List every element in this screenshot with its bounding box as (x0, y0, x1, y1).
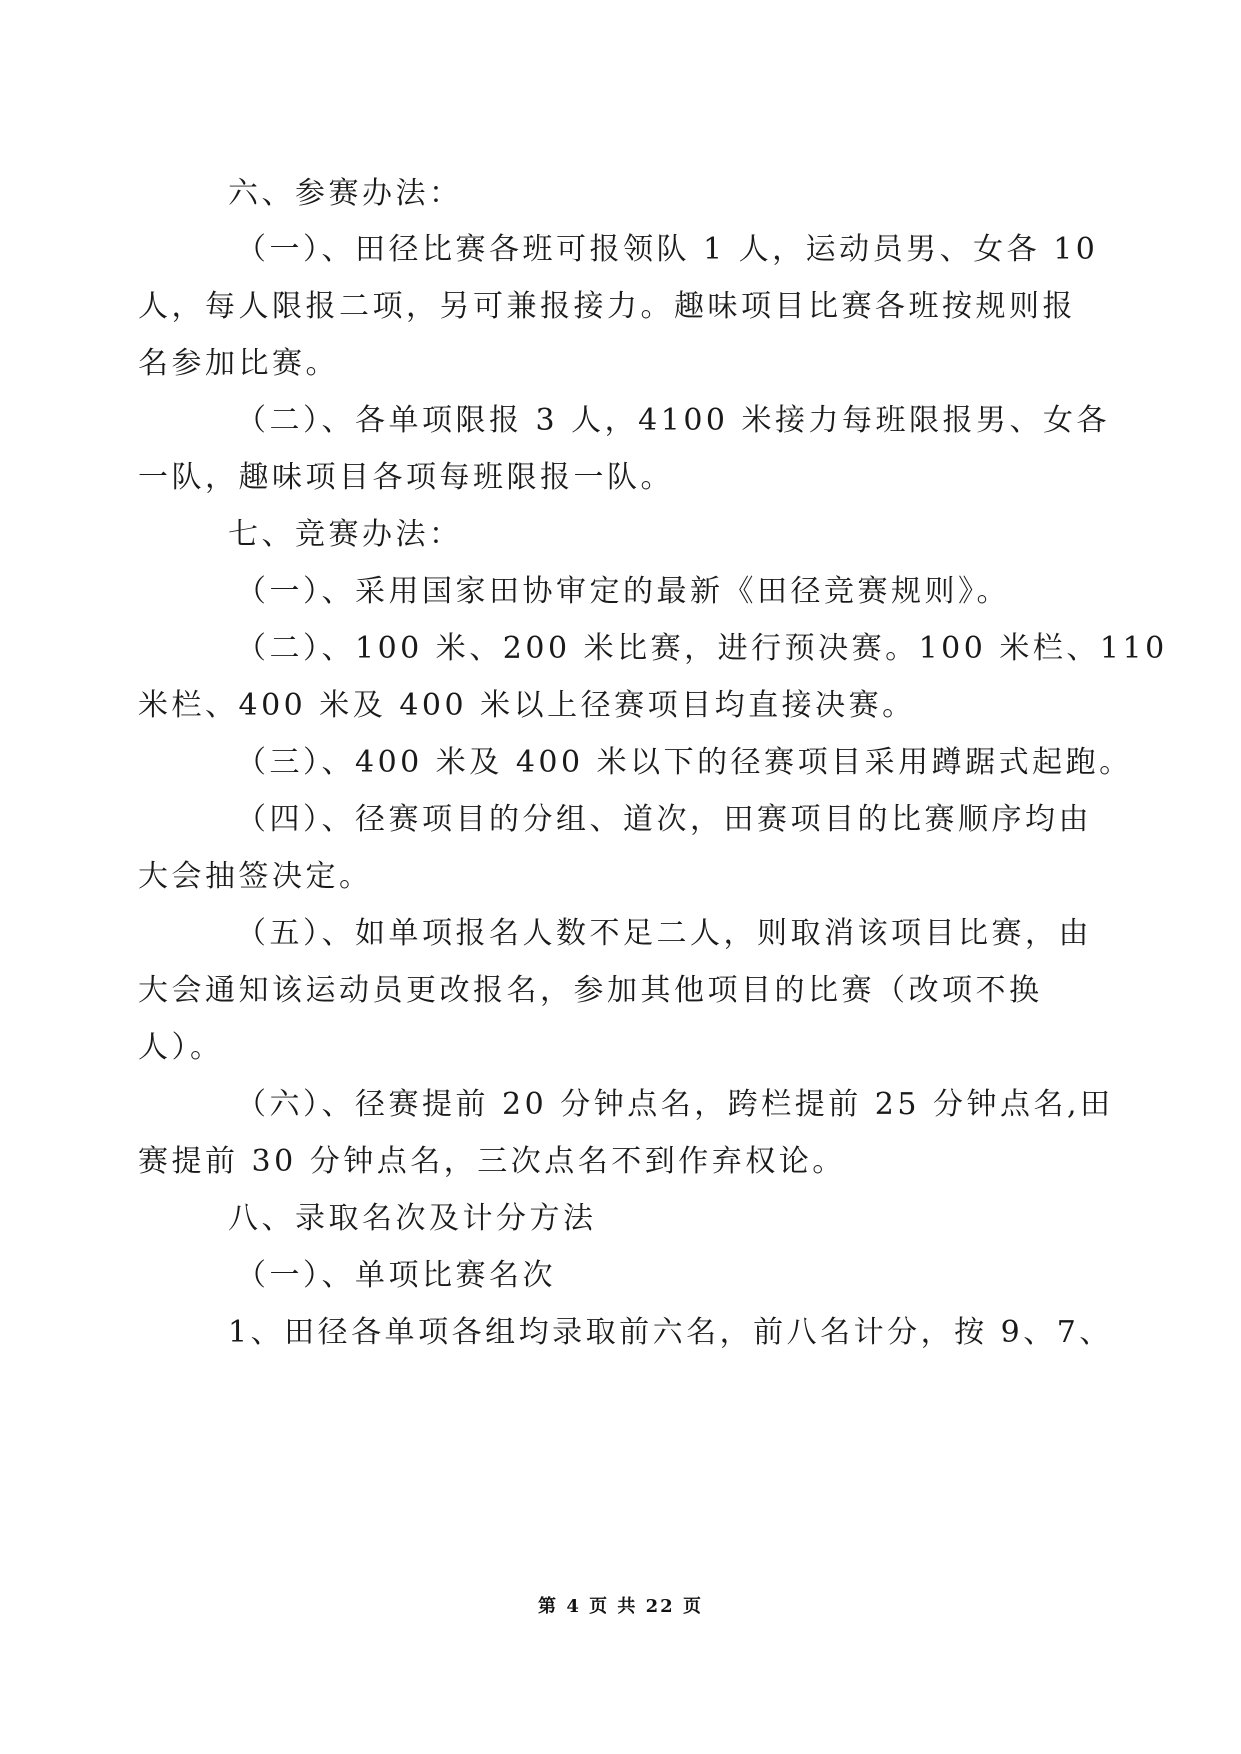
paragraph-line: 米栏、400 米及 400 米以上径赛项目均直接决赛。 (138, 688, 916, 723)
paragraph-line: 名参加比赛。 (138, 346, 339, 381)
page-number-footer: 第 4 页 共 22 页 (538, 1596, 703, 1617)
paragraph-line: 人，每人限报二项，另可兼报接力。趣味项目比赛各班按规则报 (138, 289, 1076, 324)
section-heading-7: 七、竞赛办法： (228, 517, 463, 552)
paragraph-line: （五）、如单项报名人数不足二人，则取消该项目比赛，由 (236, 916, 1092, 951)
paragraph-line: （四）、径赛项目的分组、道次，田赛项目的比赛顺序均由 (236, 802, 1092, 837)
paragraph-line: 一队，趣味项目各项每班限报一队。 (138, 460, 674, 495)
paragraph-line: （二）、各单项限报 3 人，4100 米接力每班限报男、女各 (236, 403, 1111, 438)
paragraph-line: （一）、采用国家田协审定的最新《田径竞赛规则》。 (236, 574, 1010, 609)
paragraph-line: 大会抽签决定。 (138, 859, 373, 894)
paragraph-line: （一）、田径比赛各班可报领队 1 人，运动员男、女各 10 (236, 232, 1099, 267)
paragraph-line: 1、田径各单项各组均录取前六名，前八名计分，按 9、7、 (228, 1315, 1113, 1350)
section-heading-6: 六、参赛办法： (228, 176, 463, 211)
paragraph-line: （六）、径赛提前 20 分钟点名，跨栏提前 25 分钟点名,田 (236, 1087, 1114, 1122)
paragraph-line: （三）、400 米及 400 米以下的径赛项目采用蹲踞式起跑。 (236, 745, 1133, 780)
paragraph-line: （一）、单项比赛名次 (236, 1258, 556, 1293)
paragraph-line: （二）、100 米、200 米比赛，进行预决赛。100 米栏、110 (236, 631, 1168, 666)
paragraph-line: 人）。 (138, 1030, 224, 1065)
paragraph-line: 赛提前 30 分钟点名，三次点名不到作弃权论。 (138, 1144, 846, 1179)
section-heading-8: 八、录取名次及计分方法 (228, 1201, 597, 1236)
paragraph-line: 大会通知该运动员更改报名，参加其他项目的比赛（改项不换 (138, 973, 1043, 1008)
